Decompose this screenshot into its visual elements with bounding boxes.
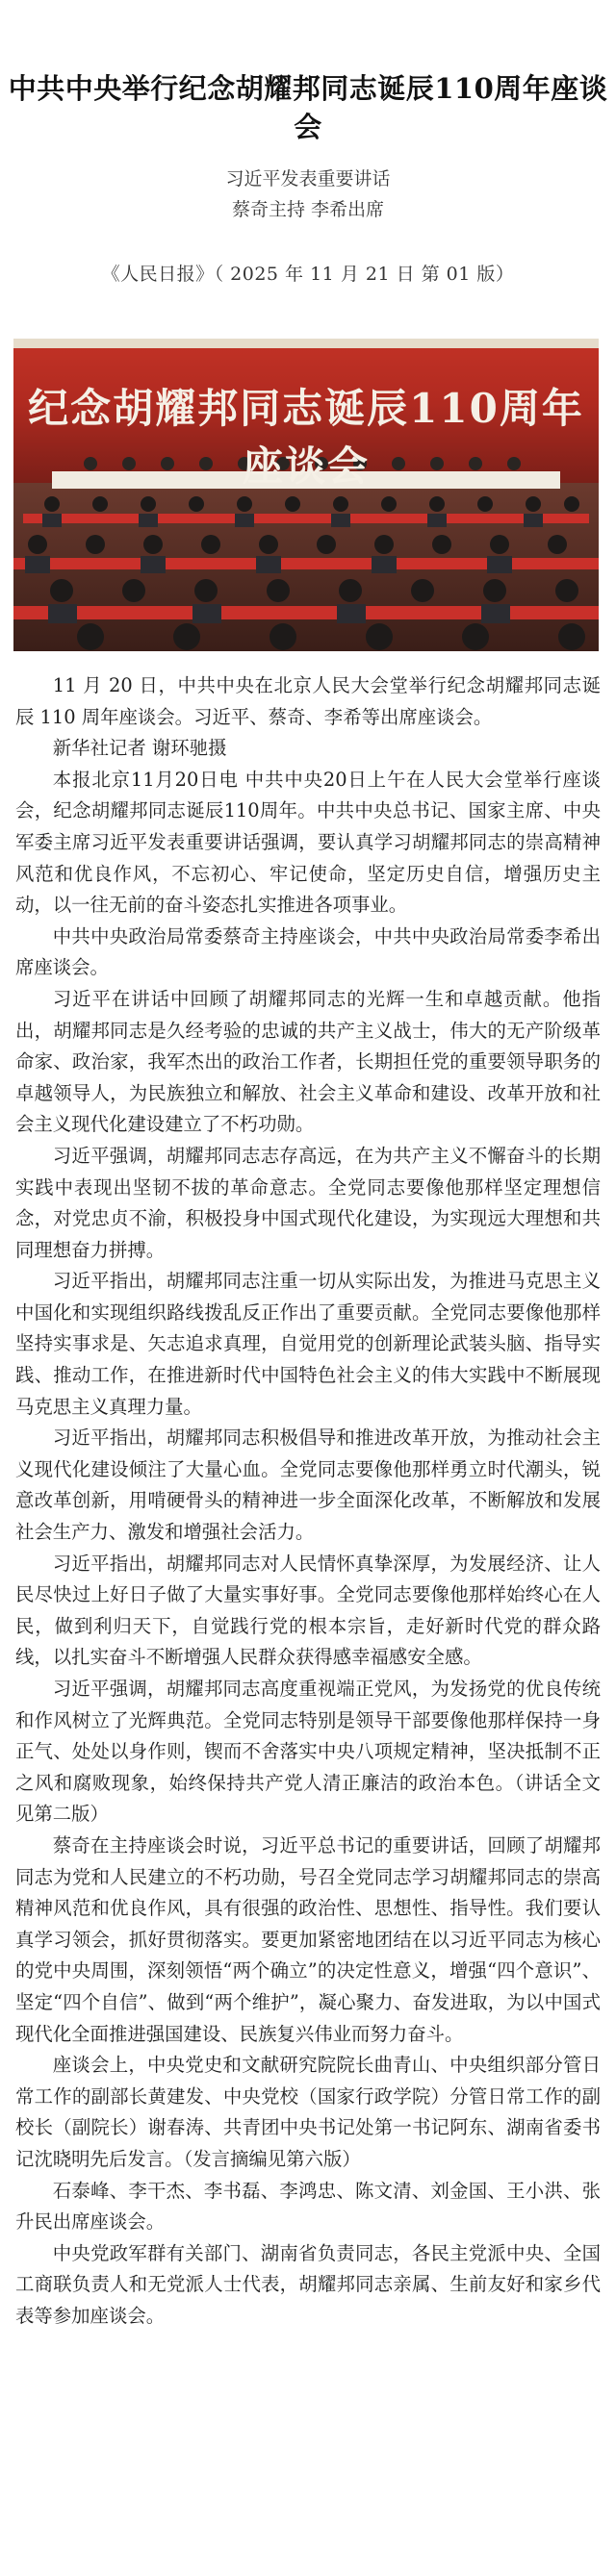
paragraph: 习近平在讲话中回顾了胡耀邦同志的光辉一生和卓越贡献。他指出，胡耀邦同志是久经考验的忠诚的共产主义战士，伟大的无产阶级革命家、政治家，我军杰出的政治工作者，长期担任党的重要领导职务的卓越领导人，为民族独立和解放、社会主义革命和建设、改革开放和社会主义现代化建设建立了不朽功勋。: [15, 987, 601, 1136]
article-page: [0, 69, 616, 2332]
paragraph: 习近平强调，胡耀邦同志高度重视端正党风，为发扬党的优良传统和作风树立了光辉典范。全党同志特别是领导干部要像他那样保持一身正气、处处以身作则，锲而不舍落实中央八项规定精神，坚决抵制不正之风和腐败现象，始终保持共产党人清正廉洁的政治本色。（讲话全文见第二版）: [15, 1678, 601, 1826]
article-headline: 中共中央举行纪念胡耀邦同志诞辰110周年座谈会: [8, 72, 608, 143]
paragraph: 习近平指出，胡耀邦同志注重一切从实际出发，为推进马克思主义中国化和实现组织路线拨乱反正作出了重要贡献。全党同志要像他那样坚持实事求是、矢志追求真理，自觉用党的创新理论武装头脑、指导实践、推动工作，在推进新时代中国特色社会主义的伟大实践中不断展现马克思主义真理力量。: [15, 1270, 601, 1418]
paragraph: 中共中央政治局常委蔡奇主持座谈会，中共中央政治局常委李希出席座谈会。: [15, 924, 601, 979]
paragraph: 中央党政军群有关部门、湖南省负责同志，各民主党派中央、全国工商联负责人和无党派人士代表，胡耀邦同志亲属、生前友好和家乡代表等参加座谈会。: [15, 2241, 601, 2327]
paragraph: 习近平指出，胡耀邦同志积极倡导和推进改革开放，为推动社会主义现代化建设倾注了大量心血。全党同志要像他那样勇立时代潮头，锐意改革创新，用啃硬骨头的精神进一步全面深化改革，不断解放和发展社会生产力、激发和增强社会活力。: [15, 1427, 601, 1544]
photo-credit: 新华社记者 谢环驰摄: [52, 737, 227, 760]
article-body: [15, 670, 601, 2332]
paragraph: 蔡奇在主持座谈会时说，习近平总书记的重要讲话，回顾了胡耀邦同志为党和人民建立的不朽功勋，号召全党同志学习胡耀邦同志的崇高精神风范和优良作风，具有很强的政治性、思想性、指导性。我们要认真学习领会，抓好贯彻落实。要更加紧密地团结在以习近平同志为核心的党中央周围，深刻领悟“两个确立”的决定性意义，增强“四个意识”、坚定“四个自信”、做到“两个维护”，凝心聚力、奋发进取，为以中国式现代化全面推进强国建设、民族复兴伟业而努力奋斗。: [15, 1833, 601, 2045]
paragraph: 本报北京11月20日电 中共中央20日上午在人民大会堂举行座谈会，纪念胡耀邦同志诞辰110周年。中共中央总书记、国家主席、中央军委主席习近平发表重要讲话强调，要认真学习胡耀邦同志的崇高精神风范和优良作风，不忘初心、牢记使命，坚定历史自信，增强历史主动，以一往无前的奋斗姿态扎实推进各项事业。: [15, 768, 601, 917]
paragraph: 石泰峰、李干杰、李书磊、李鸿忠、陈文清、刘金国、王小洪、张升民出席座谈会。: [15, 2179, 601, 2234]
photo-caption: 11 月 20 日，中共中央在北京人民大会堂举行纪念胡耀邦同志诞辰 110 周年座谈会。习近平、蔡奇、李希等出席座谈会。: [15, 674, 601, 728]
paragraph: 习近平强调，胡耀邦同志志存高远，在为共产主义不懈奋斗的长期实践中表现出坚韧不拔的革命意志。全党同志要像他那样坚定理想信念，对党忠贞不渝，积极投身中国式现代化建设，为实现远大理想和共同理想奋力拼搏。: [15, 1144, 601, 1261]
paragraph: 习近平指出，胡耀邦同志对人民情怀真挚深厚，为发展经济、让人民尽快过上好日子做了大量实事好事。全党同志要像他那样始终心在人民，做到利归天下，自觉践行党的根本宗旨，走好新时代党的群众路线，以扎实奋斗不断增强人民群众获得感幸福感安全感。: [15, 1552, 601, 1669]
banner-text: 纪念胡耀邦同志诞辰110周年座谈会: [28, 385, 584, 490]
paragraph: 座谈会上，中央党史和文献研究院院长曲青山、中央组织部分管日常工作的副部长黄建发、中央党校（国家行政学院）分管日常工作的副校长（副院长）谢春涛、共青团中央书记处第一书记阿东、湖南省委书记沈晓明先后发言。（发言摘编见第六版）: [15, 2054, 601, 2170]
article-source: 《人民日报》（ 2025 年 11 月 21 日 第 01 版）: [101, 264, 515, 285]
article-subtitle-secondary: 蔡奇主持 李希出席: [231, 199, 385, 220]
article-subtitle: 习近平发表重要讲话: [225, 168, 391, 189]
news-photo: [13, 339, 599, 651]
